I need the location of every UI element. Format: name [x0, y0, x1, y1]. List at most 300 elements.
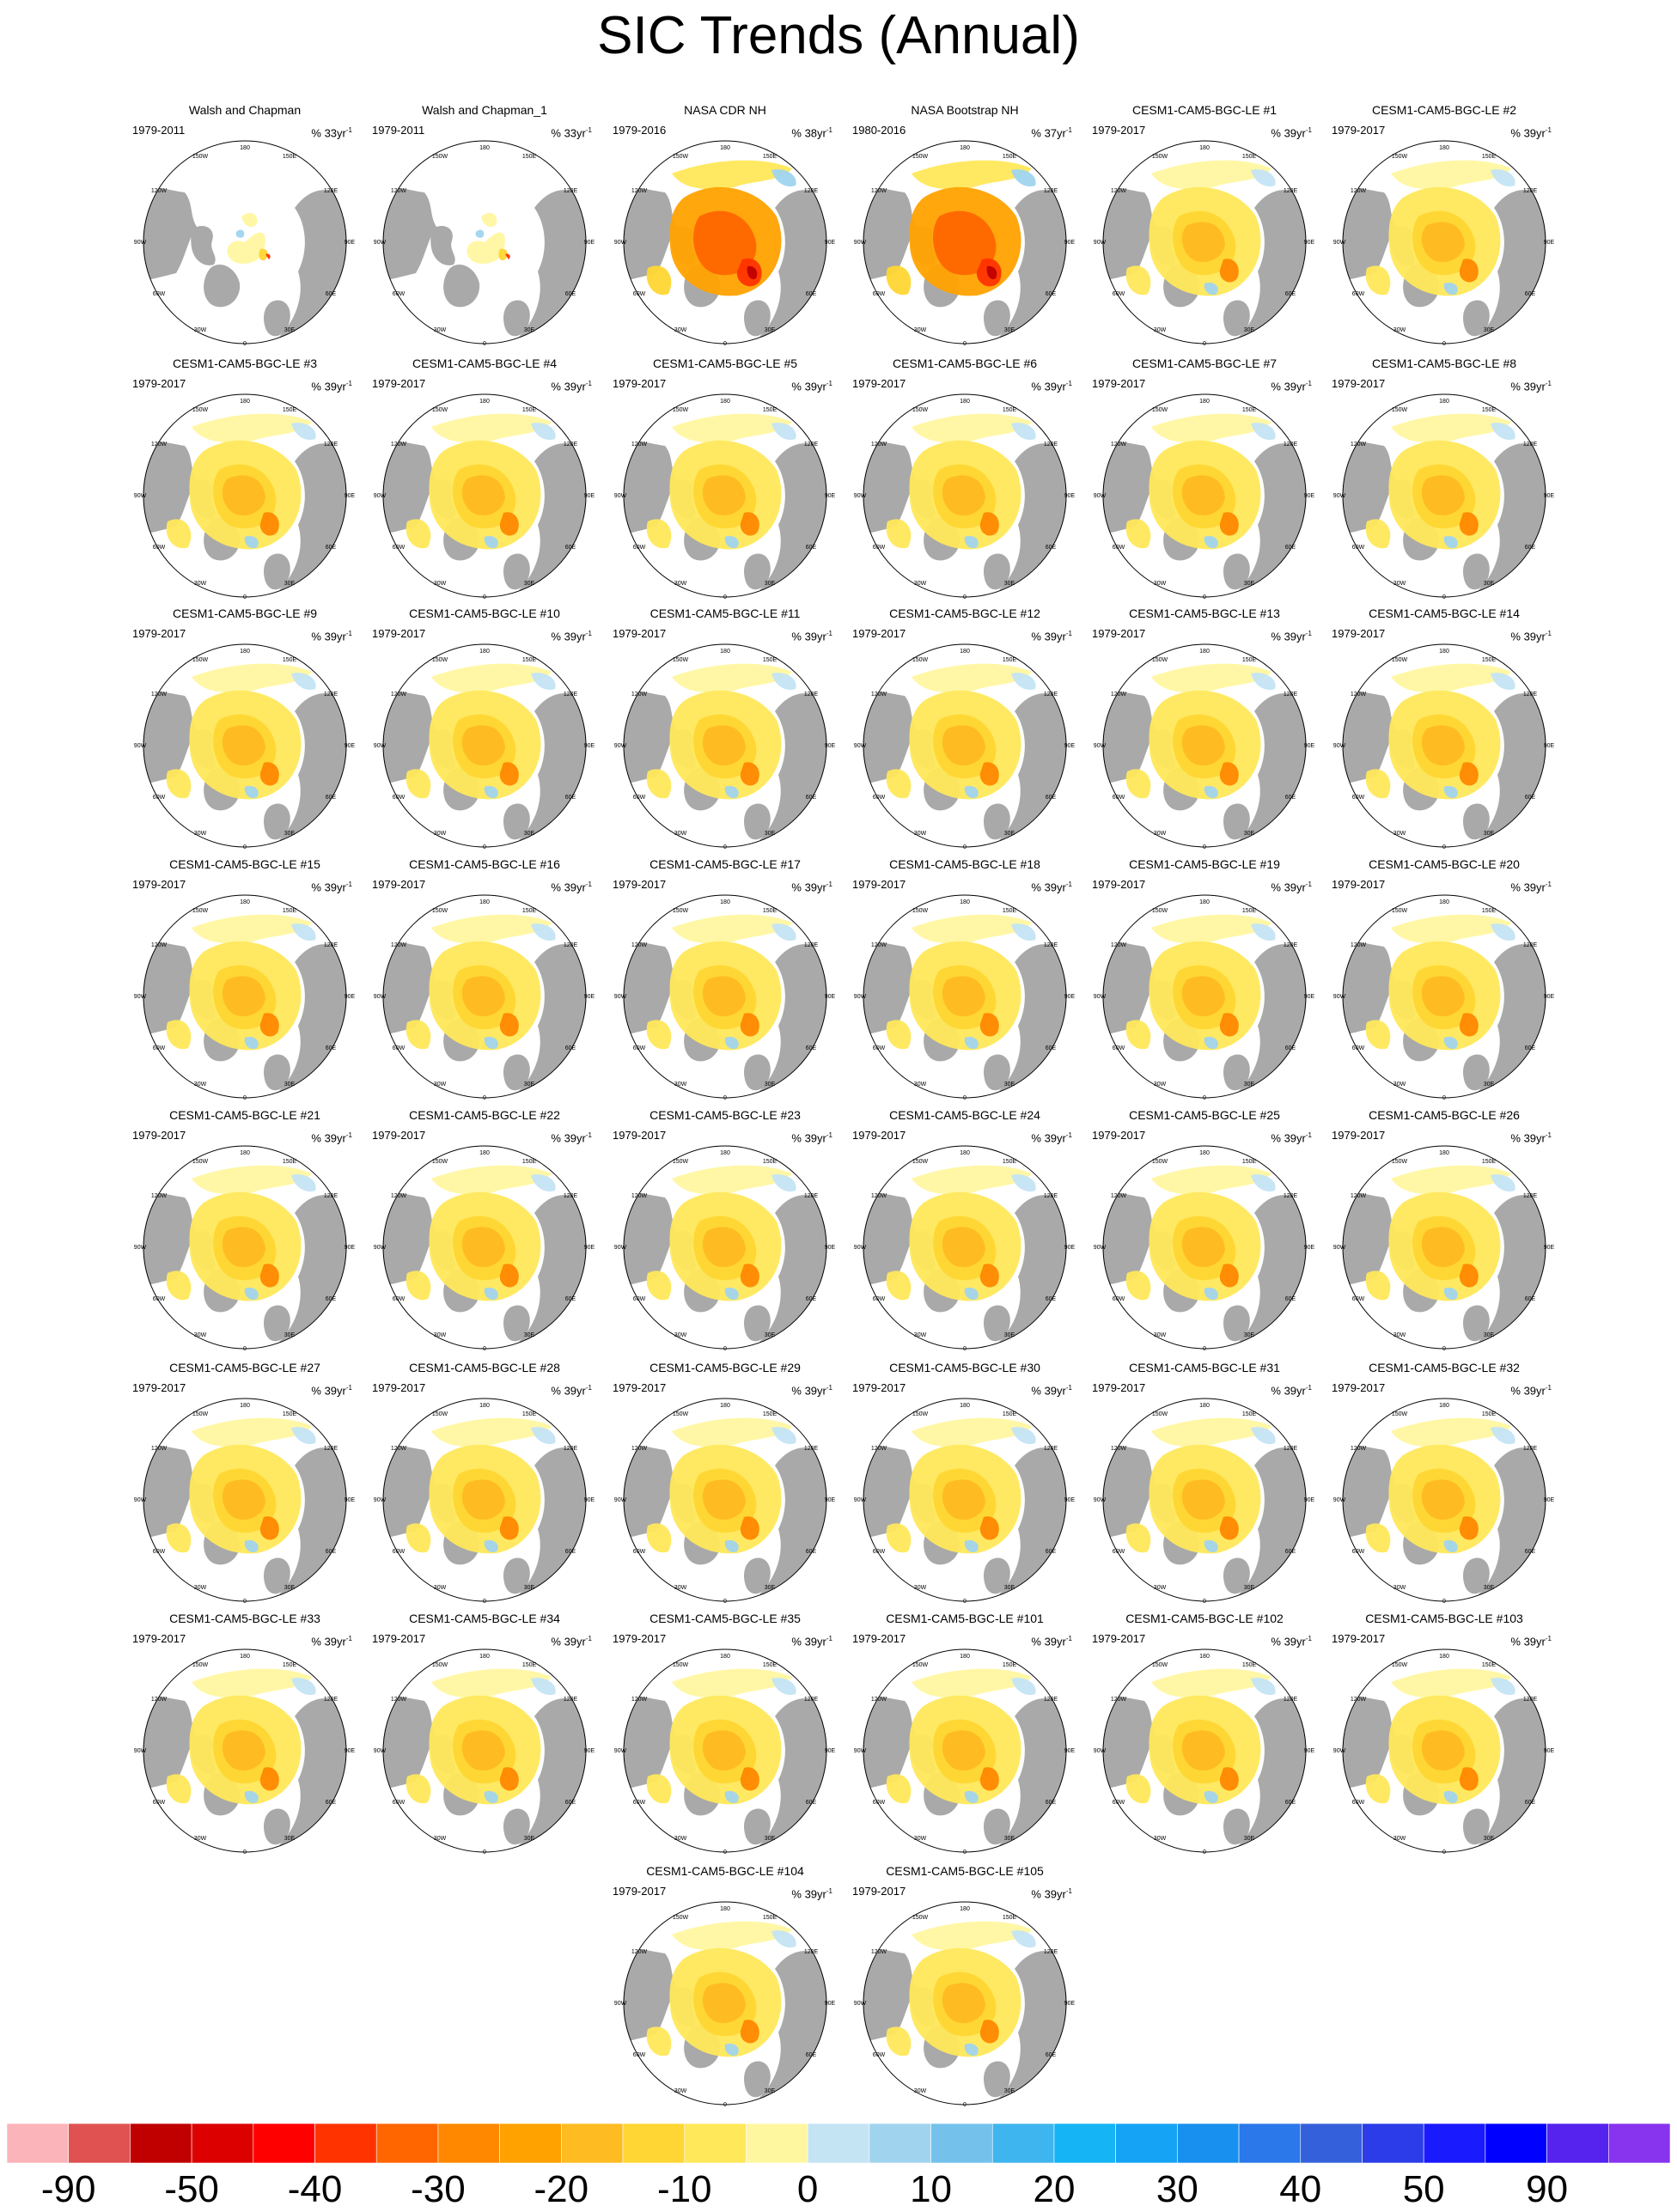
- svg-text:60E: 60E: [325, 545, 337, 551]
- map-panel: [125, 356, 364, 599]
- panel-title: CESM1-CAM5-BGC-LE #17: [649, 857, 801, 871]
- svg-text:30W: 30W: [433, 831, 447, 837]
- svg-text:150W: 150W: [192, 1411, 209, 1417]
- svg-text:120E: 120E: [563, 1193, 578, 1199]
- svg-text:90W: 90W: [373, 493, 387, 499]
- svg-text:90E: 90E: [1303, 1748, 1315, 1754]
- svg-text:90W: 90W: [1093, 1245, 1107, 1251]
- svg-text:150W: 150W: [672, 1915, 689, 1921]
- svg-text:90W: 90W: [1093, 240, 1107, 246]
- map-panel: [1085, 1612, 1324, 1854]
- svg-text:150W: 150W: [672, 154, 689, 160]
- svg-text:120E: 120E: [1043, 442, 1058, 448]
- svg-text:60E: 60E: [1045, 1800, 1057, 1806]
- panel-period: 1979-2016: [613, 124, 667, 137]
- svg-text:150E: 150E: [762, 1915, 778, 1921]
- svg-text:90E: 90E: [1064, 493, 1076, 499]
- map-panel: [845, 1612, 1084, 1854]
- svg-text:180: 180: [720, 649, 730, 655]
- panel-period: 1979-2017: [613, 1129, 667, 1142]
- panel-unit: % $39yr^{-1}$: [311, 1384, 352, 1398]
- svg-text:30W: 30W: [913, 581, 927, 587]
- svg-text:150E: 150E: [1481, 154, 1497, 160]
- svg-text:60W: 60W: [152, 1800, 166, 1806]
- svg-text:90E: 90E: [583, 1245, 595, 1251]
- svg-text:180: 180: [720, 1403, 730, 1409]
- svg-text:60W: 60W: [392, 291, 406, 297]
- svg-text:0: 0: [243, 1849, 247, 1854]
- svg-text:60E: 60E: [805, 1045, 817, 1051]
- svg-text:120E: 120E: [563, 1446, 578, 1452]
- colorbar-swatch: [1116, 2124, 1178, 2163]
- svg-text:150W: 150W: [1391, 1662, 1408, 1668]
- svg-text:60E: 60E: [805, 1800, 817, 1806]
- svg-text:180: 180: [960, 1403, 970, 1409]
- panel-period: 1979-2017: [1092, 124, 1146, 137]
- svg-text:180: 180: [479, 649, 490, 655]
- svg-text:60E: 60E: [325, 795, 337, 801]
- svg-text:120W: 120W: [631, 942, 648, 948]
- svg-text:120E: 120E: [1043, 1949, 1058, 1955]
- svg-text:90W: 90W: [853, 994, 867, 1000]
- svg-text:150W: 150W: [431, 407, 448, 413]
- svg-text:60W: 60W: [872, 1549, 886, 1555]
- colorbar-swatch: [992, 2124, 1054, 2163]
- panel-unit: % $39yr^{-1}$: [311, 1131, 352, 1145]
- svg-text:180: 180: [1199, 1654, 1210, 1660]
- svg-text:60E: 60E: [1524, 1549, 1536, 1555]
- map-panel: [125, 103, 364, 345]
- svg-text:90W: 90W: [1332, 240, 1346, 246]
- svg-text:150W: 150W: [912, 1915, 929, 1921]
- map-panel: [1085, 1108, 1324, 1350]
- svg-text:60W: 60W: [1112, 1800, 1125, 1806]
- svg-text:90E: 90E: [1543, 1748, 1555, 1754]
- panel-title: CESM1-CAM5-BGC-LE #25: [1129, 1108, 1280, 1122]
- svg-text:30W: 30W: [1153, 327, 1167, 333]
- svg-text:30W: 30W: [913, 831, 927, 837]
- panel-title: CESM1-CAM5-BGC-LE #4: [412, 356, 558, 370]
- svg-text:60E: 60E: [805, 545, 817, 551]
- map-panel: [845, 103, 1084, 345]
- svg-text:0: 0: [723, 341, 727, 345]
- panel-title: CESM1-CAM5-BGC-LE #103: [1365, 1612, 1523, 1625]
- panel-period: 1979-2017: [1092, 1129, 1146, 1142]
- svg-text:90E: 90E: [344, 743, 356, 749]
- svg-text:30W: 30W: [193, 831, 207, 837]
- svg-text:30E: 30E: [1243, 581, 1255, 587]
- panel-period: 1980-2016: [852, 124, 906, 137]
- svg-text:120W: 120W: [631, 1697, 648, 1703]
- svg-text:60W: 60W: [392, 1800, 406, 1806]
- svg-text:120W: 120W: [870, 692, 887, 698]
- svg-text:120W: 120W: [870, 442, 887, 448]
- svg-text:180: 180: [479, 145, 490, 151]
- svg-text:150W: 150W: [1151, 407, 1168, 413]
- colorbar-swatch: [376, 2124, 438, 2163]
- map-panel: [1085, 103, 1324, 345]
- svg-text:90W: 90W: [613, 1497, 627, 1503]
- svg-text:180: 180: [240, 1654, 250, 1660]
- svg-text:90W: 90W: [613, 2001, 627, 2007]
- panel-title: CESM1-CAM5-BGC-LE #19: [1129, 857, 1280, 871]
- svg-text:60W: 60W: [1351, 1045, 1365, 1051]
- svg-text:120E: 120E: [1283, 442, 1298, 448]
- panel-period: 1979-2017: [1332, 124, 1386, 137]
- svg-text:120W: 120W: [390, 188, 407, 194]
- svg-text:180: 180: [240, 1403, 250, 1409]
- svg-text:90E: 90E: [1064, 1497, 1076, 1503]
- colorbar-swatch: [1177, 2124, 1239, 2163]
- panel-unit: % $39yr^{-1}$: [1271, 126, 1312, 140]
- svg-text:150W: 150W: [192, 908, 209, 914]
- svg-text:120W: 120W: [1350, 1193, 1367, 1199]
- svg-text:90W: 90W: [1093, 1497, 1107, 1503]
- svg-text:0: 0: [1442, 341, 1446, 345]
- panel-unit: % $39yr^{-1}$: [311, 380, 352, 393]
- panel-title: CESM1-CAM5-BGC-LE #2: [1371, 103, 1517, 117]
- colorbar-swatch: [561, 2124, 623, 2163]
- svg-text:0: 0: [1442, 1849, 1446, 1854]
- svg-text:60W: 60W: [392, 795, 406, 801]
- svg-text:30W: 30W: [674, 1332, 687, 1338]
- svg-text:30W: 30W: [1393, 1082, 1406, 1088]
- svg-text:30W: 30W: [913, 1585, 927, 1591]
- svg-text:90W: 90W: [853, 1497, 867, 1503]
- svg-text:90W: 90W: [133, 240, 147, 246]
- svg-text:90E: 90E: [1064, 1245, 1076, 1251]
- svg-text:30E: 30E: [523, 581, 535, 587]
- svg-text:90E: 90E: [1303, 493, 1315, 499]
- panel-unit: % $39yr^{-1}$: [1510, 1635, 1552, 1648]
- svg-text:30W: 30W: [913, 1332, 927, 1338]
- panel-title: CESM1-CAM5-BGC-LE #33: [169, 1612, 320, 1625]
- svg-text:180: 180: [720, 899, 730, 905]
- panel-title: CESM1-CAM5-BGC-LE #28: [409, 1361, 560, 1374]
- svg-text:150E: 150E: [282, 1662, 297, 1668]
- svg-text:90E: 90E: [1303, 994, 1315, 1000]
- svg-text:120W: 120W: [150, 188, 168, 194]
- svg-text:120W: 120W: [150, 1193, 168, 1199]
- svg-text:60W: 60W: [872, 291, 886, 297]
- svg-text:180: 180: [960, 145, 970, 151]
- svg-text:150W: 150W: [192, 407, 209, 413]
- svg-text:30E: 30E: [523, 1585, 535, 1591]
- svg-text:150W: 150W: [912, 657, 929, 663]
- svg-text:60W: 60W: [1351, 1296, 1365, 1302]
- map-panel: [845, 356, 1084, 599]
- svg-text:120E: 120E: [803, 942, 819, 948]
- svg-text:90W: 90W: [373, 1497, 387, 1503]
- svg-text:180: 180: [960, 399, 970, 405]
- svg-text:120W: 120W: [150, 1697, 168, 1703]
- svg-text:60E: 60E: [325, 1549, 337, 1555]
- panel-unit: % $39yr^{-1}$: [551, 881, 592, 894]
- map-panel: [606, 1864, 845, 2106]
- svg-text:0: 0: [1203, 594, 1206, 599]
- svg-text:120E: 120E: [803, 1446, 819, 1452]
- svg-text:120W: 120W: [870, 942, 887, 948]
- svg-text:150W: 150W: [672, 1662, 689, 1668]
- svg-text:150E: 150E: [1241, 1159, 1257, 1165]
- svg-text:60W: 60W: [1351, 545, 1365, 551]
- svg-text:0: 0: [723, 844, 727, 849]
- panel-title: CESM1-CAM5-BGC-LE #6: [892, 356, 1038, 370]
- svg-text:0: 0: [1203, 1346, 1206, 1350]
- svg-text:60E: 60E: [1045, 795, 1057, 801]
- svg-text:30W: 30W: [433, 327, 447, 333]
- colorbar-swatch: [1608, 2124, 1670, 2163]
- panel-unit: % $39yr^{-1}$: [791, 380, 832, 393]
- svg-text:30E: 30E: [1243, 831, 1255, 837]
- svg-text:60E: 60E: [564, 795, 576, 801]
- svg-text:30E: 30E: [764, 1585, 776, 1591]
- svg-text:120E: 120E: [803, 1949, 819, 1955]
- svg-text:120W: 120W: [631, 1446, 648, 1452]
- colorbar-swatch: [1485, 2124, 1547, 2163]
- svg-text:120E: 120E: [323, 1193, 338, 1199]
- svg-text:180: 180: [960, 1906, 970, 1912]
- panel-period: 1979-2017: [613, 1632, 667, 1645]
- svg-text:90E: 90E: [824, 2001, 836, 2007]
- svg-text:120W: 120W: [631, 1193, 648, 1199]
- svg-text:60W: 60W: [1112, 291, 1125, 297]
- svg-text:90E: 90E: [1303, 240, 1315, 246]
- panel-title: CESM1-CAM5-BGC-LE #8: [1371, 356, 1517, 370]
- svg-text:150E: 150E: [1002, 1662, 1017, 1668]
- svg-text:0: 0: [483, 341, 486, 345]
- svg-text:180: 180: [960, 649, 970, 655]
- panel-unit: % $39yr^{-1}$: [1031, 1131, 1072, 1145]
- svg-text:150E: 150E: [1241, 657, 1257, 663]
- colorbar-swatch: [1239, 2124, 1301, 2163]
- svg-text:120W: 120W: [1110, 1697, 1127, 1703]
- panel-period: 1979-2011: [132, 124, 186, 137]
- panel-title: NASA CDR NH: [684, 103, 766, 117]
- map-panel: [1325, 857, 1564, 1100]
- colorbar-swatch: [1547, 2124, 1609, 2163]
- map-panel: [845, 1864, 1084, 2106]
- panel-period: 1979-2017: [1092, 1632, 1146, 1645]
- panel-unit: % $33yr^{-1}$: [551, 126, 592, 140]
- panel-unit: % $39yr^{-1}$: [551, 630, 592, 643]
- panel-period: 1979-2017: [613, 1885, 667, 1898]
- map-panel: [365, 857, 604, 1100]
- svg-text:60E: 60E: [1524, 545, 1536, 551]
- svg-text:180: 180: [1439, 1150, 1449, 1156]
- colorbar-label: -90: [40, 2168, 96, 2210]
- svg-text:0: 0: [243, 594, 247, 599]
- svg-text:60W: 60W: [872, 545, 886, 551]
- svg-text:30W: 30W: [1393, 327, 1406, 333]
- panel-period: 1979-2017: [1332, 1632, 1386, 1645]
- svg-text:60W: 60W: [872, 2052, 886, 2058]
- svg-text:60E: 60E: [1284, 1549, 1296, 1555]
- svg-text:60W: 60W: [872, 1800, 886, 1806]
- svg-text:90E: 90E: [1064, 994, 1076, 1000]
- svg-text:60W: 60W: [392, 545, 406, 551]
- svg-text:180: 180: [1199, 649, 1210, 655]
- svg-text:30E: 30E: [523, 1836, 535, 1842]
- svg-text:120E: 120E: [1283, 1697, 1298, 1703]
- panel-title: CESM1-CAM5-BGC-LE #21: [169, 1108, 320, 1122]
- svg-text:180: 180: [720, 399, 730, 405]
- panel-unit: % $39yr^{-1}$: [1510, 1131, 1552, 1145]
- svg-text:120W: 120W: [150, 692, 168, 698]
- svg-text:90W: 90W: [133, 994, 147, 1000]
- panel-title: NASA Bootstrap NH: [911, 103, 1019, 117]
- svg-text:120E: 120E: [323, 1446, 338, 1452]
- panel-unit: % $39yr^{-1}$: [311, 881, 352, 894]
- svg-text:90W: 90W: [853, 240, 867, 246]
- svg-text:60W: 60W: [1351, 1800, 1365, 1806]
- colorbar-label: -40: [287, 2168, 343, 2210]
- svg-text:0: 0: [1442, 594, 1446, 599]
- svg-text:60W: 60W: [632, 795, 646, 801]
- svg-text:0: 0: [1203, 1849, 1206, 1854]
- map-panel: [365, 1361, 604, 1603]
- svg-text:60E: 60E: [805, 1296, 817, 1302]
- svg-text:150W: 150W: [1391, 657, 1408, 663]
- svg-text:60W: 60W: [152, 795, 166, 801]
- map-panel: [365, 1612, 604, 1854]
- svg-text:30E: 30E: [523, 1082, 535, 1088]
- svg-text:90W: 90W: [853, 493, 867, 499]
- panel-unit: % $38yr^{-1}$: [791, 126, 832, 140]
- svg-text:60E: 60E: [325, 291, 337, 297]
- svg-text:120E: 120E: [1043, 188, 1058, 194]
- panel-unit: % $39yr^{-1}$: [1510, 126, 1552, 140]
- panel-period: 1979-2017: [372, 1632, 426, 1645]
- svg-text:120W: 120W: [1350, 942, 1367, 948]
- svg-text:30E: 30E: [523, 327, 535, 333]
- svg-text:30E: 30E: [1003, 2088, 1015, 2094]
- panel-unit: % $39yr^{-1}$: [1031, 1635, 1072, 1648]
- svg-text:0: 0: [963, 1346, 967, 1350]
- svg-text:30W: 30W: [193, 327, 207, 333]
- svg-text:150E: 150E: [282, 657, 297, 663]
- svg-text:150E: 150E: [762, 657, 778, 663]
- colorbar-swatch: [1424, 2124, 1485, 2163]
- svg-text:180: 180: [1439, 1403, 1449, 1409]
- svg-text:120W: 120W: [631, 1949, 648, 1955]
- svg-text:90E: 90E: [1543, 994, 1555, 1000]
- svg-text:180: 180: [479, 1403, 490, 1409]
- svg-text:30W: 30W: [433, 1082, 447, 1088]
- svg-text:90W: 90W: [853, 2001, 867, 2007]
- svg-text:90E: 90E: [824, 493, 836, 499]
- svg-text:120E: 120E: [323, 442, 338, 448]
- panel-unit: % $39yr^{-1}$: [1510, 630, 1552, 643]
- svg-text:180: 180: [479, 1150, 490, 1156]
- svg-text:60E: 60E: [564, 1045, 576, 1051]
- svg-text:90W: 90W: [1332, 994, 1346, 1000]
- svg-text:30E: 30E: [284, 1585, 296, 1591]
- svg-text:120W: 120W: [150, 442, 168, 448]
- svg-text:120E: 120E: [803, 188, 819, 194]
- svg-text:150E: 150E: [1002, 154, 1017, 160]
- svg-text:90E: 90E: [824, 1497, 836, 1503]
- svg-text:0: 0: [1203, 1095, 1206, 1100]
- svg-text:60E: 60E: [1045, 1045, 1057, 1051]
- svg-text:120W: 120W: [390, 1446, 407, 1452]
- colorbar-swatch: [253, 2124, 315, 2163]
- svg-text:150E: 150E: [1002, 908, 1017, 914]
- svg-text:60E: 60E: [325, 1800, 337, 1806]
- svg-text:30W: 30W: [913, 1836, 927, 1842]
- svg-text:30W: 30W: [193, 1332, 207, 1338]
- svg-text:90E: 90E: [344, 1245, 356, 1251]
- svg-text:90E: 90E: [1303, 1245, 1315, 1251]
- panel-unit: % $39yr^{-1}$: [1510, 1384, 1552, 1398]
- svg-text:60E: 60E: [1284, 795, 1296, 801]
- panel-unit: % $39yr^{-1}$: [1271, 630, 1312, 643]
- svg-text:90E: 90E: [1303, 743, 1315, 749]
- svg-text:30W: 30W: [1393, 1332, 1406, 1338]
- svg-text:150E: 150E: [282, 1159, 297, 1165]
- svg-text:90E: 90E: [824, 994, 836, 1000]
- panel-unit: % $39yr^{-1}$: [1031, 380, 1072, 393]
- svg-text:0: 0: [1203, 341, 1206, 345]
- panel-period: 1979-2017: [613, 377, 667, 390]
- panel-unit: % $39yr^{-1}$: [1031, 630, 1072, 643]
- svg-text:30E: 30E: [1003, 581, 1015, 587]
- panel-period: 1979-2017: [1092, 627, 1146, 640]
- map-panel: [606, 606, 845, 849]
- panel-title: CESM1-CAM5-BGC-LE #16: [409, 857, 560, 871]
- panel-unit: % $39yr^{-1}$: [1031, 881, 1072, 894]
- svg-text:30E: 30E: [284, 1082, 296, 1088]
- colorbar-swatch: [1301, 2124, 1363, 2163]
- svg-text:120W: 120W: [150, 942, 168, 948]
- svg-text:30W: 30W: [193, 1836, 207, 1842]
- panel-title: CESM1-CAM5-BGC-LE #32: [1369, 1361, 1520, 1374]
- svg-text:30W: 30W: [674, 1836, 687, 1842]
- svg-text:90E: 90E: [824, 1245, 836, 1251]
- map-panel: [1325, 356, 1564, 599]
- panel-unit: % $39yr^{-1}$: [791, 1887, 832, 1901]
- svg-text:90E: 90E: [583, 240, 595, 246]
- svg-text:30E: 30E: [764, 327, 776, 333]
- svg-text:150E: 150E: [1481, 1411, 1497, 1417]
- svg-text:150E: 150E: [1481, 1159, 1497, 1165]
- svg-text:120W: 120W: [390, 942, 407, 948]
- svg-text:30W: 30W: [674, 1585, 687, 1591]
- panel-period: 1979-2017: [132, 1129, 186, 1142]
- svg-text:60W: 60W: [872, 795, 886, 801]
- svg-text:150E: 150E: [282, 407, 297, 413]
- panel-unit: % $37yr^{-1}$: [1031, 126, 1072, 140]
- panel-unit: % $39yr^{-1}$: [551, 1131, 592, 1145]
- panel-title: CESM1-CAM5-BGC-LE #11: [649, 606, 801, 620]
- colorbar-swatch: [438, 2124, 500, 2163]
- svg-text:60W: 60W: [872, 1296, 886, 1302]
- svg-text:60E: 60E: [805, 2052, 817, 2058]
- svg-text:120W: 120W: [1350, 442, 1367, 448]
- panel-period: 1979-2017: [132, 1381, 186, 1394]
- panel-period: 1979-2017: [852, 1632, 906, 1645]
- svg-text:60W: 60W: [632, 2052, 646, 2058]
- svg-text:90W: 90W: [853, 743, 867, 749]
- svg-text:150W: 150W: [431, 657, 448, 663]
- svg-text:150E: 150E: [762, 1662, 778, 1668]
- svg-text:60W: 60W: [632, 291, 646, 297]
- svg-text:60E: 60E: [1284, 1800, 1296, 1806]
- svg-text:120E: 120E: [1043, 1193, 1058, 1199]
- map-panel: [845, 1361, 1084, 1603]
- svg-text:150E: 150E: [762, 407, 778, 413]
- svg-text:30E: 30E: [1243, 1585, 1255, 1591]
